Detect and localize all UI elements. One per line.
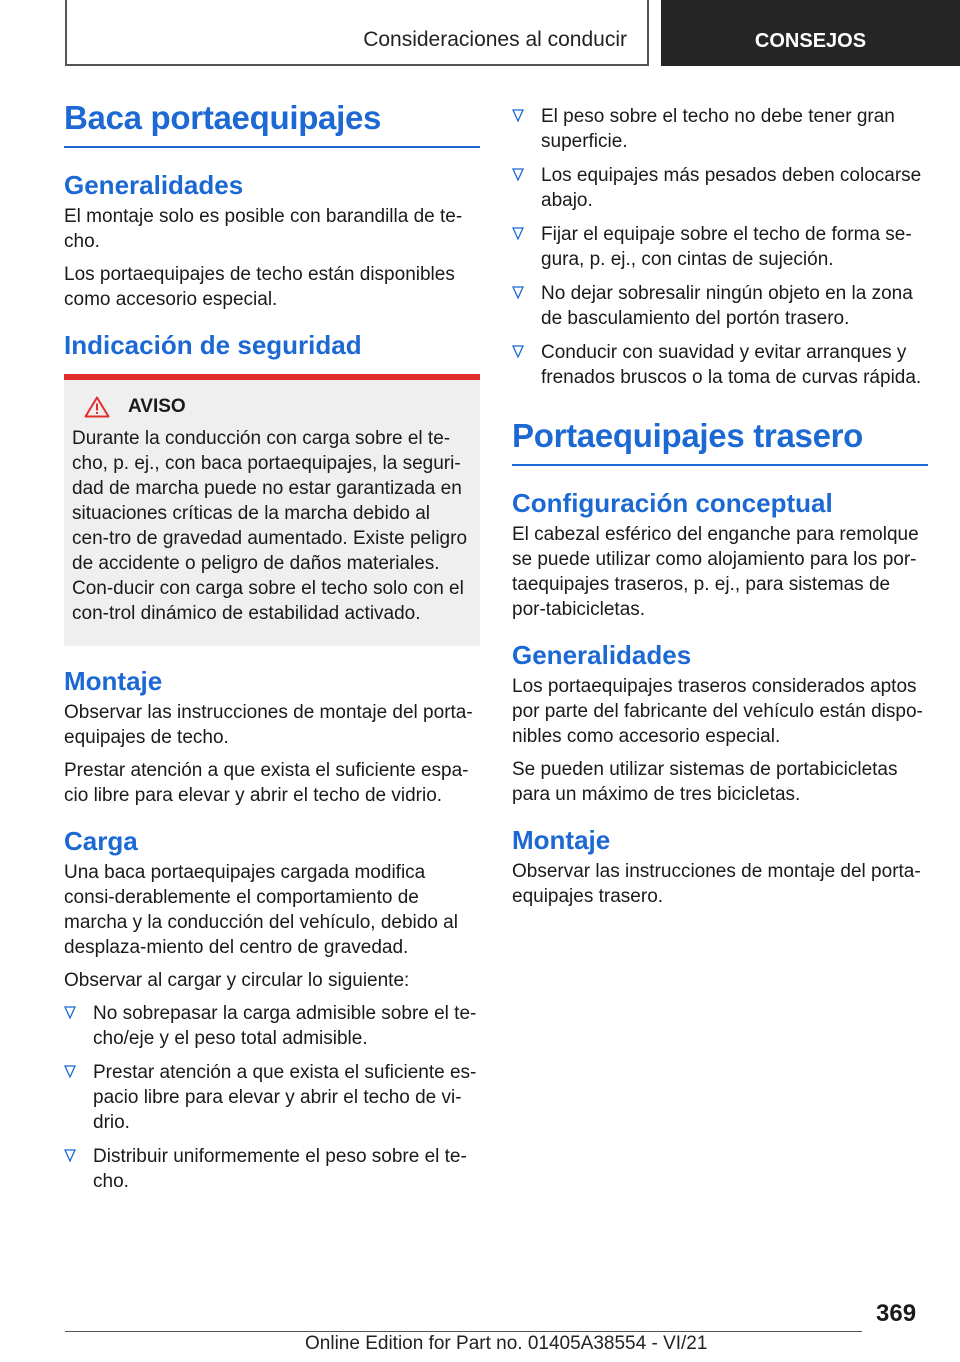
warning-label: AVISO bbox=[128, 396, 186, 417]
list-item-text: Los equipajes más pesados deben colocarse abajo. bbox=[541, 165, 922, 211]
bullet-triangle-icon bbox=[512, 109, 524, 122]
heading-mounting: Montaje bbox=[512, 825, 611, 855]
paragraph: Una baca portaequipajes cargada modifica consi-derablemente el comportamiento de marcha y la conducción del vehículo, debido al desplaza-miento del centro de gravedad. bbox=[64, 862, 458, 958]
paragraph: El montaje solo es posible con barandilla de te-cho. bbox=[64, 206, 463, 252]
list-item-text: El peso sobre el techo no debe tener gran superficie. bbox=[541, 106, 895, 152]
list-item-text: Fijar el equipaje sobre el techo de forma se-gura, p. ej., con cintas de sujeción. bbox=[541, 224, 912, 270]
warning-triangle-icon bbox=[84, 396, 110, 418]
bullet-triangle-icon bbox=[64, 1149, 76, 1162]
warning-title bbox=[72, 396, 472, 418]
paragraph: Observar las instrucciones de montaje del porta-equipajes de techo. bbox=[64, 702, 473, 748]
list-item bbox=[512, 281, 928, 331]
page-header bbox=[0, 0, 960, 66]
footer-divider bbox=[65, 1331, 862, 1332]
list-item-text: Prestar atención a que exista el suficiente es-pacio libre para elevar y abrir el techo de vi-drio. bbox=[93, 1062, 477, 1133]
bullet-triangle-icon bbox=[512, 227, 524, 240]
heading-load: Carga bbox=[64, 826, 138, 856]
bullet-triangle-icon bbox=[512, 345, 524, 358]
bullet-triangle-icon bbox=[64, 1065, 76, 1078]
heading-safety: Indicación de seguridad bbox=[64, 330, 362, 360]
paragraph: Observar las instrucciones de montaje del porta-equipajes trasero. bbox=[512, 861, 921, 907]
paragraph: Se pueden utilizar sistemas de portabicicletas para un máximo de tres bicicletas. bbox=[512, 759, 898, 805]
list-item-text: Conducir con suavidad y evitar arranques y frenados bruscos o la toma de curvas rápida. bbox=[541, 342, 922, 388]
list-item bbox=[512, 222, 928, 272]
section-title-rear-carrier: Portaequipajes trasero bbox=[512, 414, 928, 466]
bullet-list-load bbox=[64, 1001, 480, 1194]
list-item-text: No dejar sobresalir ningún objeto en la zona de basculamiento del portón trasero. bbox=[541, 283, 913, 329]
list-item bbox=[64, 1144, 480, 1194]
paragraph: Los portaequipajes traseros considerados aptos por parte del fabricante del vehículo están dispo-nibles como accesorio especial. bbox=[512, 676, 923, 747]
paragraph: El cabezal esférico del enganche para remolque se puede utilizar como alojamiento para los por-taequipajes traseros, p. ej., para sistemas de por-tabicicletas. bbox=[512, 524, 919, 620]
list-item bbox=[512, 163, 928, 213]
heading-concept: Configuración conceptual bbox=[512, 488, 833, 518]
warning-box bbox=[64, 380, 480, 646]
bullet-triangle-icon bbox=[512, 286, 524, 299]
section-title-roof-rack: Baca portaequipajes bbox=[64, 96, 480, 148]
header-section-title: Consideraciones al conducir bbox=[363, 28, 627, 51]
paragraph: Prestar atención a que exista el suficiente espa-cio libre para elevar y abrir el techo de vidrio. bbox=[64, 760, 469, 806]
header-section-box bbox=[65, 0, 649, 66]
paragraph: Observar al cargar y circular lo siguiente: bbox=[64, 970, 410, 991]
list-item-text: Distribuir uniformemente el peso sobre el te-cho. bbox=[93, 1146, 467, 1192]
right-column bbox=[512, 96, 928, 917]
page-number: 369 bbox=[876, 1300, 917, 1327]
list-item bbox=[512, 104, 928, 154]
left-column bbox=[64, 96, 480, 1203]
list-item bbox=[512, 340, 928, 390]
header-chapter-tab: CONSEJOS bbox=[661, 0, 960, 66]
heading-general: Generalidades bbox=[512, 640, 692, 670]
list-item bbox=[64, 1060, 480, 1135]
paragraph: Los portaequipajes de techo están disponibles como accesorio especial. bbox=[64, 264, 455, 310]
footer-edition: Online Edition for Part no. 01405A38554 - VI/21 bbox=[305, 1333, 708, 1354]
bullet-list-load-continued bbox=[512, 104, 928, 390]
heading-general: Generalidades bbox=[64, 170, 244, 200]
list-item bbox=[64, 1001, 480, 1051]
bullet-triangle-icon bbox=[64, 1006, 76, 1019]
list-item-text: No sobrepasar la carga admisible sobre el te-cho/eje y el peso total admisible. bbox=[93, 1003, 477, 1049]
warning-text: Durante la conducción con carga sobre el te-cho, p. ej., con baca portaequipajes, la seguri-dad de marcha puede no estar garantizada en situaciones críticas de la marcha debido al cen-tro de gravedad aumentado. Existe peligro de accidente o peligro de daños materiales. Con-ducir con carga sobre el techo solo con el con-trol dinámico de estabilidad activado. bbox=[72, 428, 468, 624]
bullet-triangle-icon bbox=[512, 168, 524, 181]
heading-mounting: Montaje bbox=[64, 666, 163, 696]
